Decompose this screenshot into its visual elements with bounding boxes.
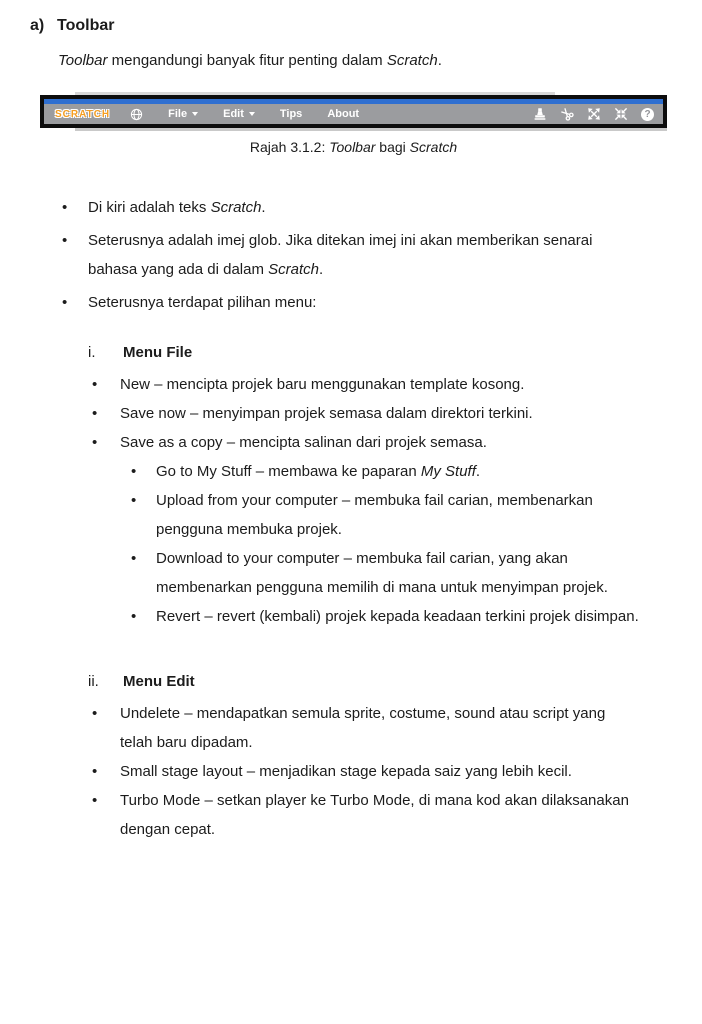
section-title: Menu File xyxy=(123,344,193,361)
stamp-icon xyxy=(533,107,547,121)
roman-marker: ii. xyxy=(88,673,99,690)
bullet-icon: • xyxy=(92,763,98,780)
list-item xyxy=(131,544,653,602)
menu-about-label: About xyxy=(327,108,360,120)
caret-down-icon xyxy=(192,112,198,116)
globe-icon xyxy=(130,108,143,121)
toolbar-notes-list xyxy=(62,193,702,317)
figure-caption: Rajah 3.1.2: Toolbar bagi Scratch xyxy=(249,139,458,155)
list-item xyxy=(131,602,653,631)
list-item-text: Save now – menyimpan projek semasa dalam direktori terkini. xyxy=(120,405,533,422)
list-item-text: Di kiri adalah teks Scratch. xyxy=(88,199,266,216)
list-item-text: Undelete – mendapatkan semula sprite, costume, sound atau script yang telah baru dipadam. xyxy=(120,705,606,751)
menu-file-sublist xyxy=(131,457,702,631)
list-item xyxy=(92,757,637,786)
menu-file-heading xyxy=(88,338,702,367)
help-glyph: ? xyxy=(641,108,654,121)
scan-shadow-line xyxy=(75,128,667,131)
list-item xyxy=(62,226,622,284)
list-item-text: Save as a copy – mencipta salinan dari projek semasa. xyxy=(120,434,487,451)
list-item xyxy=(62,193,622,222)
bullet-icon: • xyxy=(131,550,137,567)
list-item-text: Turbo Mode – setkan player ke Turbo Mode, di mana kod akan dilaksanakan dengan cepat. xyxy=(120,792,629,838)
list-item-text: Seterusnya adalah imej glob. Jika ditekan imej ini akan memberikan senarai bahasa yang ada di dalam Scratch. xyxy=(88,232,593,278)
list-item xyxy=(92,370,637,399)
bullet-icon: • xyxy=(131,608,137,625)
menu-file-label: File xyxy=(168,108,188,120)
list-item-text: Upload from your computer – membuka fail carian, membenarkan pengguna membuka projek. xyxy=(156,492,593,538)
toolbar-figure xyxy=(40,92,667,156)
shrink-icon xyxy=(614,107,628,121)
toolbar-bar xyxy=(44,104,663,124)
list-item xyxy=(92,399,637,428)
menu-about xyxy=(327,108,359,120)
scratch-logo: SCRATCH xyxy=(55,108,111,120)
menu-edit xyxy=(223,108,255,120)
bullet-icon: • xyxy=(92,792,98,809)
list-item-text: Download to your computer – membuka fail carian, yang akan membenarkan pengguna memilih di mana untuk menyimpan projek. xyxy=(156,550,608,596)
menu-edit-heading xyxy=(88,667,702,696)
bullet-icon: • xyxy=(92,705,98,722)
list-item xyxy=(92,786,637,844)
menu-file-section xyxy=(0,338,702,631)
list-item xyxy=(62,288,622,317)
grow-icon xyxy=(587,107,601,121)
list-item xyxy=(131,457,653,486)
list-item-text: Small stage layout – menjadikan stage kepada saiz yang lebih kecil. xyxy=(120,763,572,780)
intro-paragraph: Toolbar mengandungi banyak fitur penting dalam Scratch. xyxy=(58,52,442,69)
menu-edit-list xyxy=(92,699,702,844)
menu-edit-section xyxy=(0,667,702,844)
roman-marker: i. xyxy=(88,344,96,361)
section-title: Menu Edit xyxy=(123,673,195,690)
list-item-text: Seterusnya terdapat pilihan menu: xyxy=(88,294,317,311)
menu-file xyxy=(168,108,198,120)
heading-marker: a) xyxy=(30,17,45,34)
bullet-icon: • xyxy=(92,376,98,393)
list-item xyxy=(131,486,653,544)
bullet-icon: • xyxy=(62,199,68,216)
bullet-icon: • xyxy=(62,232,68,249)
list-item-text: New – mencipta projek baru menggunakan template kosong. xyxy=(120,376,525,393)
bullet-icon: • xyxy=(92,434,98,451)
bullet-icon: • xyxy=(62,294,68,311)
list-item-text: Go to My Stuff – membawa ke paparan My Stuff. xyxy=(156,463,481,480)
caret-down-icon xyxy=(249,112,255,116)
menu-tips xyxy=(280,108,302,120)
list-item-text: Revert – revert (kembali) projek kepada keadaan terkini projek disimpan. xyxy=(156,608,639,625)
scratch-toolbar-screenshot xyxy=(40,95,667,128)
list-item xyxy=(92,428,637,457)
bullet-icon: • xyxy=(131,463,137,480)
help-icon xyxy=(641,108,654,121)
heading-title: Toolbar xyxy=(57,17,115,34)
bullet-icon: • xyxy=(92,405,98,422)
menu-file-list xyxy=(92,370,702,457)
menu-tips-label: Tips xyxy=(279,108,303,120)
scissors-icon xyxy=(560,107,574,121)
section-heading xyxy=(30,16,702,36)
bullet-icon: • xyxy=(131,492,137,509)
menu-edit-label: Edit xyxy=(223,108,244,120)
list-item xyxy=(92,699,637,757)
